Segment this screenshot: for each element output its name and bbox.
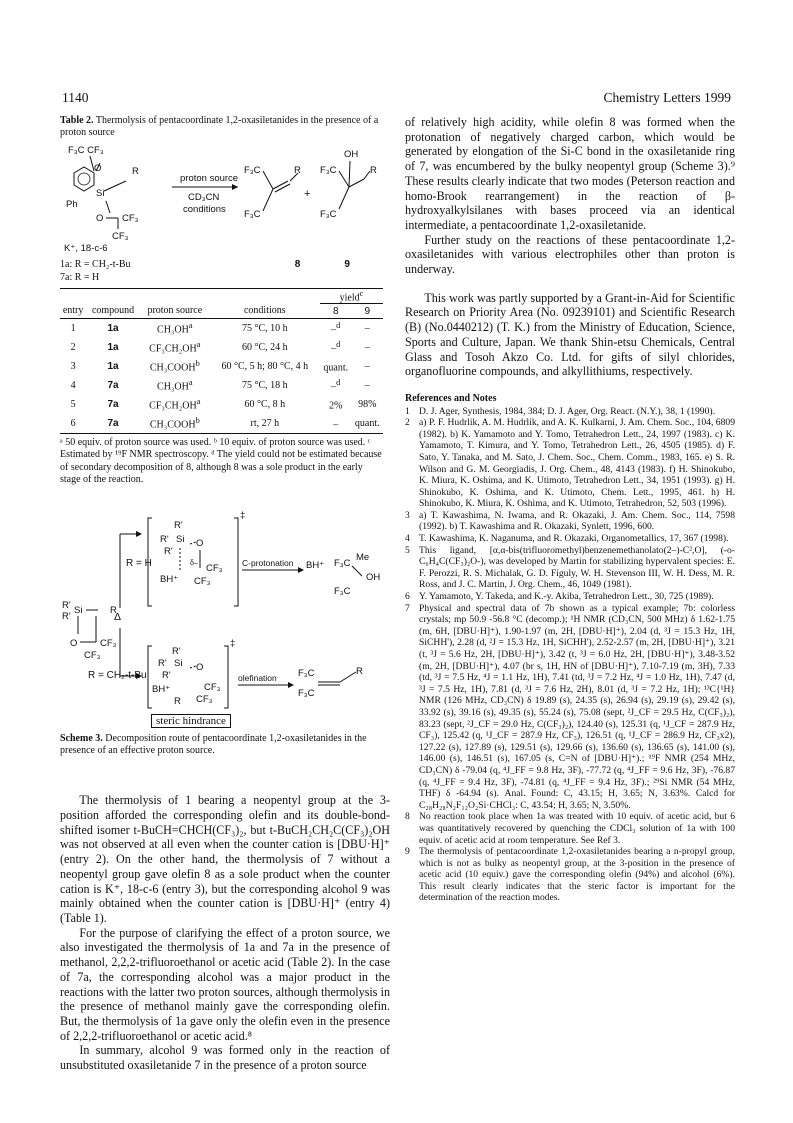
p9-f3c-a: F₃C (334, 557, 351, 569)
bond (339, 171, 349, 209)
ts2-cf3-a: CF₃ (204, 681, 221, 693)
cell-source: CH₃COOH$^b$ (149, 416, 200, 431)
reference-item: 9 The thermolysis of pentacoordinate 1,2-oxasiletanides bearing a n-propyl group, which is not as bulky as neopentyl group, at the 3-position in the presence of acetic acid (10 equiv.) gave the corresponding olefin (94%) and alcohol (6%). This result clearly indicates that the steric factor is important for the determination of the reaction modes. (405, 846, 735, 904)
col-source: proton source (147, 305, 203, 317)
bond (352, 566, 362, 576)
cell-yield-8: – (333, 419, 339, 431)
ts1-delta-minus: δ– (190, 559, 198, 567)
cell-conditions: 60 °C, 24 h (241, 342, 288, 354)
paragraph: In summary, alcohol 9 was formed only in the reaction of unsubstituted oxasiletanide 7 in the presence of a proton source (60, 1043, 390, 1073)
ts1-bh: BH⁺ (160, 573, 179, 585)
table2-caption-label: Table 2. (60, 115, 94, 126)
p8-r: R (356, 665, 363, 677)
reference-item: 8 No reaction took place when 1a was treated with 10 equiv. of acetic acid, but 6 was quantitatively recovered by quenching the CDCl₃ solution of 1a with 100 equiv. of acetic acid at room temperature. See Ref 3. (405, 811, 735, 846)
cell-compound: 7a (107, 418, 119, 430)
scheme-labels (60, 259, 360, 283)
ts2-r-prime-b: R' (158, 657, 167, 669)
reference-item: 1 D. J. Ager, Synthesis, 1984, 384; D. J. Ager, Org. React. (N.Y.), 38, 1 (1990). (405, 405, 715, 417)
cell-source: $CF_3CH_2OH^a$ (149, 397, 201, 412)
col-9: 9 (364, 305, 371, 317)
col-compound: compound (91, 305, 135, 317)
label-8: 8 (294, 259, 301, 271)
col-8: 8 (332, 305, 339, 317)
table-row (60, 376, 383, 395)
cell-conditions: 60 °C, 8 h (244, 399, 286, 411)
cell-compound: 7a (107, 380, 119, 392)
table2-header-row (60, 304, 383, 319)
reference-item: 6 Y. Yamamoto, Y. Takeda, and K.-y. Akiba, Tetrahedron Lett., 30, 725 (1989). (405, 591, 714, 603)
cell-entry: 6 (70, 418, 76, 430)
s3-r-prime-2: R' (62, 610, 71, 622)
scheme3-caption-label: Scheme 3. (60, 732, 103, 744)
scheme-arrow-top: proton source (180, 173, 239, 185)
p8-f3c-b: F₃C (298, 687, 315, 699)
scheme-arrow-bot: conditions (183, 204, 226, 216)
prod9-f3c-b: F₃C (320, 209, 337, 221)
ts-bracket-right-2 (224, 646, 228, 708)
scheme-r: R (132, 166, 139, 178)
table-row (60, 357, 383, 376)
ts2-r-prime-c: R' (162, 669, 171, 681)
bh-plus: BH⁺ (306, 559, 325, 571)
cell-compound: 1a (107, 361, 119, 373)
ts1-r-prime-a: R' (174, 519, 183, 531)
cell-source: $CH_3OH^a$ (157, 378, 193, 393)
cell-yield-8: –$^d$ (331, 321, 341, 336)
references (405, 393, 735, 904)
ts2-bh: BH⁺ (152, 683, 171, 695)
bond (275, 184, 290, 192)
bond (349, 179, 364, 187)
cell-entry: 3 (70, 361, 76, 373)
table2-caption-text: Thermolysis of pentacoordinate 1,2-oxasiletanides in the presence of a proton source (60, 115, 379, 139)
ts-bracket-right (234, 518, 238, 606)
s3-o: O (70, 637, 78, 649)
yield-header: yield$^c$ (320, 289, 383, 304)
paragraph: For the purpose of clarifying the effect of a proton source, we also investigated the thermolysis of 1a and 7a in the presence of methanol, 2,2,2-trifluoroethanol or acetic acid (Table 2). In the case of 7a, the corresponding alcohol was a major product in the reactions with the latter two proton sources, although thermolysis in the presence of methanol mainly gave the corresponding olefin. But, the thermolysis of 1a gave only the olefin even in the presence of 2,2,2-trifluoroethanol or acetic acid.⁸ (60, 925, 390, 1043)
ts2-r-prime-a: R' (172, 645, 181, 657)
p8-f3c-a: F₃C (298, 667, 315, 679)
olefination-label: olefination (238, 672, 277, 683)
ts1-cf3-b: CF₃ (194, 575, 211, 587)
s3-delta: Δ (114, 610, 122, 623)
ts-dagger-2: ‡ (230, 637, 236, 649)
r-equals-tbu: R = CH₂-t-Bu (88, 669, 147, 681)
table2-bottom-rule (60, 433, 383, 434)
scheme-si: Si (96, 188, 105, 200)
left-column (60, 115, 390, 1073)
table-row (60, 319, 383, 339)
reference-item: 2 a) P. F. Hudrlik, A. M. Hudrlik, and A. K. Kulkarni, J. Am. Chem. Soc., 104, 6809 (1982). b) K. Yamamoto and Y. Tomo, Tetrahedron Lett., 24, 1997 (1983). c) K. Yamamoto, T. Kimura, and Y. Tomo, Tetrahedron Lett., 26, 4505 (1985). d) F. Sato, Y. Tanaka, and M. Sato, J. Chem. Soc., Chem. Comm., 1983, 165. e) S. R. Wilson and G. M. Georgiadis, J. Org. Chem., 48, 4143 (1983). f) H. Shinokubo, K. Miura, K. Oshima, and K. Utimoto, Tetrahedron Lett., 34, 1951 (1993). g) H. Shinokubo, K. Oshima, and K. Utimoto, Chem. Lett., 1995, 461. h) H. Shinokubo, K. Miura, K. Oshima, and K. Utimoto, Tetrahedron, 52, 503 (1996). (405, 417, 735, 510)
prod9-r: R (370, 165, 377, 177)
col-conditions: conditions (243, 305, 286, 317)
scheme-o: O (94, 163, 102, 175)
cell-source: $CF_3CH_2OH^a$ (149, 340, 201, 355)
table2 (60, 289, 383, 433)
r-equals-h: R = H (126, 557, 152, 569)
acknowledgement: This work was partly supported by a Grant-in-Aid for Scientific Research on Priority Area (No. 09239101) and Scientific Research (B) (No.0440212) (T. K.) from the Ministry of Education, Science, Sports and Culture, Japan. We thank Shin-etsu Chemicals, Central Glass and Tosoh Akzo Co. Ltd. for gifts of silyl chlorides, organofluorine compounds, and alkyllithiums, respectively. (405, 290, 735, 379)
scheme-o2: O (96, 213, 104, 225)
arrowhead (298, 567, 304, 573)
paragraph: of relatively high acidity, while olefin 8 was formed when the protonation of negatively charged carbon, which would be generated by elongation of the Si-C bond in the oxasiletanide ring of 7, was encumbered by the bulky neopentyl group (Scheme 3).⁹ These results clearly indicate that two modes (Peterson reaction and homo-Brook rearrangement) in the reaction of β-hydroxyalkylsilanes with bases proceed via an identical intermediate, a pentacoordinate 1,2-oxasiletanide. (405, 115, 735, 232)
reference-item: 5 This ligand, [α,α-bis(trifluoromethyl)benzenemethanolato(2–)-C²,O], (-o-C₆H₄C(CF₃)₂O-), was developed by Martin for stabilizing hypervalent species: E. F. Perozzi, R. S. Michalak, G. D. Figuly, W. H. Stevenson III, W. H. Dess, M. R. Ross, and J. C. Martin, J. Org. Chem., 46, 1049 (1981). (405, 544, 735, 591)
ts-dagger-1: ‡ (240, 509, 246, 521)
scheme-cf3-a: CF₃ (122, 213, 139, 225)
journal-name: Chemistry Letters 1999 (603, 90, 731, 105)
col-entry: entry (62, 305, 84, 317)
cell-source: CH₃COOH$^b$ (149, 359, 200, 374)
ts1-r-prime-c: R' (164, 545, 173, 557)
cell-entry: 1 (70, 323, 76, 335)
ts1-si: Si (176, 533, 185, 545)
cell-conditions: rt, 27 h (250, 418, 280, 430)
bond (273, 181, 288, 189)
ts1-cf3-a: CF₃ (206, 562, 223, 574)
cell-compound: 1a (107, 342, 119, 354)
scheme-cf3-top: F₃C CF₃ (68, 145, 104, 157)
table-row (60, 395, 383, 414)
s3-cf3-a: CF₃ (100, 637, 117, 649)
s3-r-prime-1: R' (62, 599, 71, 611)
cell-entry: 2 (70, 342, 76, 354)
right-body-text (405, 115, 735, 379)
cell-yield-9: – (364, 342, 370, 354)
prod9-f3c-a: F₃C (320, 165, 337, 177)
arrowhead (232, 184, 238, 190)
cell-yield-9: quant. (354, 418, 380, 430)
bond (106, 201, 110, 213)
cell-yield-9: 98% (358, 399, 377, 411)
scheme3-caption-text: Decomposition route of pentacoordinate 1,2-oxasiletanides in the presence of an effective proton source. (60, 732, 367, 757)
cell-yield-8: –$^d$ (331, 340, 341, 355)
scheme-arrow-mid: CD₃CN (188, 192, 220, 204)
cell-yield-8: 2% (329, 400, 343, 412)
scheme-cf3-b: CF₃ (112, 231, 129, 243)
s3-r: R (110, 604, 117, 616)
table2-reaction-scheme (60, 141, 390, 261)
ts1-o: O (196, 537, 204, 549)
cell-conditions: 60 °C, 5 h; 80 °C, 4 h (221, 361, 309, 373)
s3-cf3-b: CF₃ (84, 649, 101, 661)
reference-list (405, 406, 735, 905)
paragraph: The thermolysis of 1 bearing a neopentyl group at the 3-position afforded the corresponding olefin and its double-bond-shifted isomer t-BuCH=CHCH(CF₃)₂, but t-BuCH₂CH₂C(CF₃)₂OH was not observed at all even when the counter cation is [DBU·H]⁺ (entry 2). On the other hand, the thermolysis of 7 without a neopentyl group gave olefin 8 as a sole product when the counter cation is K⁺, 18-c-6 (entry 3), but the corresponding alcohol 9 was mainly obtained when the counter cation is [DBU·H]⁺ (entry 4) (Table 1). (60, 793, 390, 925)
ts2-o: O (196, 661, 204, 673)
label-7a: 7a: R = H (60, 271, 100, 283)
cell-conditions: 75 °C, 18 h (241, 380, 288, 392)
scheme3-diagram (60, 496, 390, 711)
label-1a: 1a: R = CH₂-t-Bu (60, 259, 131, 271)
cell-compound: 7a (107, 399, 119, 411)
cell-conditions: 75 °C, 10 h (241, 323, 288, 335)
ts2-cf3-b: CF₃ (196, 693, 213, 705)
p9-me: Me (356, 551, 370, 563)
benzene-ring (74, 167, 94, 191)
cell-entry: 4 (70, 380, 76, 392)
paragraph: Further study on the reactions of these pentacoordinate 1,2-oxasiletanides with various electrophiles other than proton is underway. (405, 232, 735, 277)
reference-item: 4 T. Kawashima, K. Naganuma, and R. Okazaki, Organometallics, 17, 367 (1998). (405, 533, 729, 545)
reference-item: 7 Physical and spectral data of 7b shown as a typical example; 7b: colorless crystals; mp 50.9 -56.8 °C (decomp.); ¹H NMR (CD₃CN, 500 MHz) δ 1.62-1.75 (m, 6H, [DBU·H]⁺), 1.90-1.97 (m, 2H, [DBU·H]⁺), 2.04 (d, ³J = 15.3 Hz, 1H, SiCHH'), 2.28 (d, ²J = 15.3 Hz, 1H, SiCHH'), 2.52-2.57 (m, 2H, [DBU·H]⁺), 3.21 (t, ³J = 5.6 Hz, 2H, [DBU·H]⁺), 3.42 (t, ³J = 6.0 Hz, 2H, [DBU·H]⁺), 3.48-3.52 (m, 2H, [DBU·H]⁺), 4.07 (br s, 1H, HN of [DBU·H]⁺), 7.10-7.19 (m, 3H), 7.33 (td, ³J = 7.5 Hz, ⁴J = 1.1 Hz, 1H), 7.41 (td, ³J = 7.2 Hz, ⁴J = 1.0 Hz, 1H), 7.47 (d, ³J = 7.5 Hz, 1H), 7.81 (d, ³J = 7.6 Hz, 2H), 8.01 (d, ³J = 7.2 Hz, 1H); ¹³C{¹H} NMR (126 MHz, CD₃CN) δ 19.89 (s), 24.35 (s), 26.94 (s), 29.19 (s), 29.42 (s), 33.92 (s), 39.16 (s), 49.35 (s), 55.24 (s), 75.08 (sept, ²J_CF = 29.5 Hz, C(CF₃)₂), 83.23 (sept, ²J_CF = 29.0 Hz, C(CF₃)₂), 124.40 (s), 125.31 (q, ¹J_CF = 287.9 Hz, CF₃), 125.42 (q, ¹J_CF = 287.9 Hz, CF₃), 126.51 (q, ¹J_CF = 286.9 Hz, CF₃x2), 127.22 (s), 127.89 (s), 129.51 (s), 129.66 (s), 136.60 (s), 136.65 (s), 141.00 (s), 146.00 (s), 146.51 (s), 167.05 (s, C=N of [DBU·H]⁺).; ¹⁹F NMR (254 MHz, CD₃CN) δ -79.04 (q, ⁴J_FF = 9.8 Hz, 3F), -77.72 (q, ⁴J_FF = 9.6 Hz, 3F), -76.87 (q, ⁴J_FF = 9.4 Hz, 3F), -74.81 (q, ⁴J_FF = 9.4 Hz, 3F).; ²⁹Si NMR (54 MHz, THF) δ -64.94 (s). Anal. Found: C, 43.15; H, 3.65; N, 3.63%. Calcd for C₂₈H₂₈N₂F₁₂O₂Si·CHCl₃: C, 43.54; H, 3.65; N, 3.50%. (405, 602, 735, 811)
prod8-f3c-b: F₃C (244, 209, 261, 221)
table2-caption (60, 115, 390, 139)
ts2-r: R (174, 695, 181, 707)
reference-item: 3 a) T. Kawashima, N. Iwama, and R. Okazaki, J. Am. Chem. Soc., 114, 7598 (1992). b) T. Kawashima and R. Okazaki, Synlett, 1996, 600. (405, 509, 735, 533)
arrowhead (136, 531, 142, 537)
arrowhead (288, 682, 294, 688)
p9-f3c-b: F₃C (334, 585, 351, 597)
label-9: 9 (344, 259, 350, 271)
table-row (60, 414, 383, 433)
p9-oh: OH (366, 571, 381, 583)
cell-yield-8: quant. (323, 362, 349, 374)
cell-yield-9: – (364, 380, 370, 392)
prod8-r: R (294, 165, 301, 177)
c-protonation-label: C-protonation (242, 557, 294, 568)
cell-entry: 5 (70, 399, 76, 411)
ts-bracket-left-2 (148, 646, 152, 708)
scheme-ph: Ph (66, 199, 78, 211)
bond (340, 672, 356, 682)
table2-footnote: ᵃ 50 equiv. of proton source was used. ᵇ 10 equiv. of proton source was used. ᶜ Estimated by ¹⁹F NMR spectroscopy. ᵈ The yield could not be estimated because of secondary decomposition of 8, although 8 was a sole product in the early stage of the reaction. (60, 437, 382, 485)
left-body-text (60, 793, 390, 1072)
cell-source: $CH_3OH^a$ (157, 321, 193, 336)
bond (263, 171, 273, 211)
references-heading: References and Notes (405, 392, 497, 404)
scheme-counterion: K⁺, 18-c-6 (64, 243, 108, 255)
cell-yield-8: –$^d$ (331, 378, 341, 393)
page-number: 1140 (62, 90, 89, 105)
cell-compound: 1a (107, 323, 119, 335)
prod8-f3c-a: F₃C (244, 165, 261, 177)
plus-sign: + (304, 188, 311, 201)
steric-hindrance-box: steric hindrance (151, 714, 231, 728)
cell-yield-9: – (364, 323, 370, 335)
bond (104, 181, 126, 191)
ts2-si: Si (174, 657, 183, 669)
scheme3-caption (60, 733, 390, 757)
cell-yield-9: – (364, 361, 370, 373)
prod9-oh: OH (344, 149, 359, 161)
ts1-r-prime-b: R' (160, 533, 169, 545)
right-column (405, 115, 735, 904)
table-row (60, 338, 383, 357)
aromatic-circle (78, 173, 90, 185)
bond (349, 161, 350, 187)
s3-si: Si (74, 604, 83, 616)
